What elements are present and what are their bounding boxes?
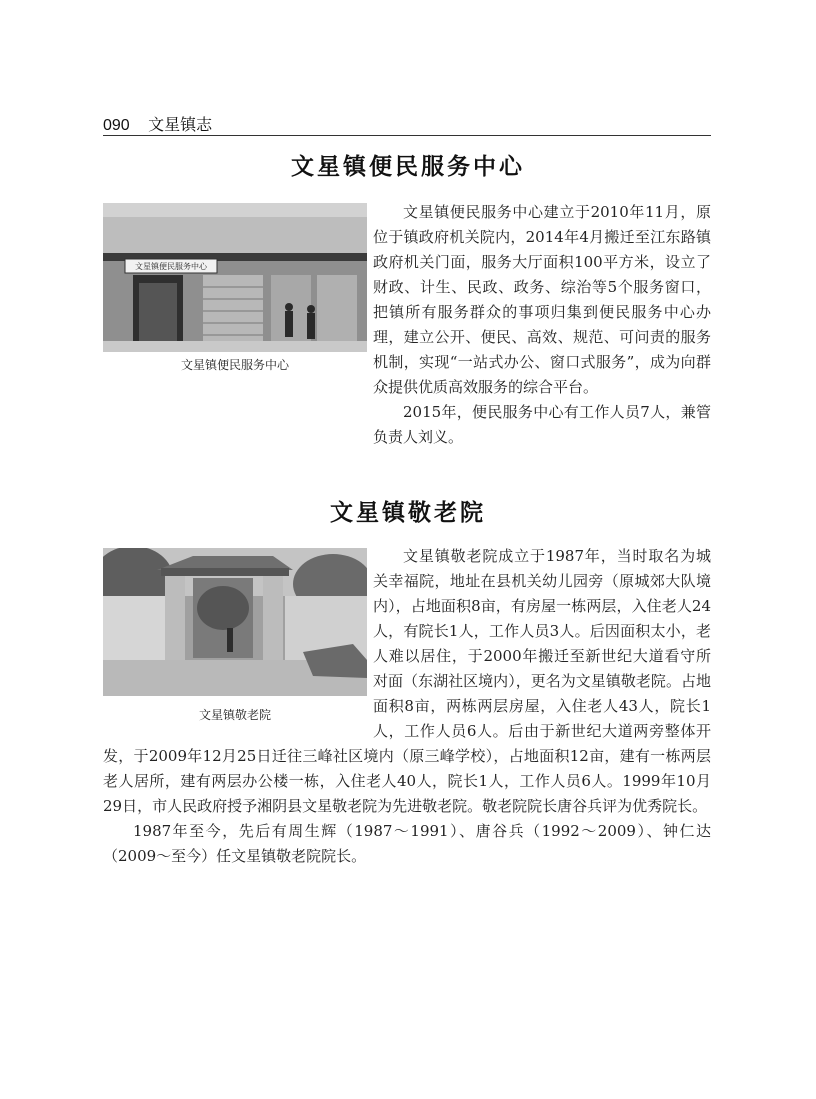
nursing-home-photo-caption: 文星镇敬老院	[198, 708, 271, 722]
section-title-nursing-home: 文星镇敬老院	[330, 500, 486, 526]
paragraph: 1987年至今，先后有周生辉（1987～1991）、唐谷兵（1992～2009）、钟仁达（2009～至今）任文星镇敬老院院长。	[103, 822, 711, 865]
page-number: 090	[103, 117, 130, 134]
running-header	[103, 116, 711, 136]
service-center-text	[103, 200, 711, 450]
service-center-photo-caption: 文星镇便民服务中心	[180, 358, 289, 372]
photo-wrap-spacer	[103, 544, 373, 744]
photo-wrap-spacer	[103, 200, 373, 450]
paragraph: 文星镇敬老院成立于1987年，当时取名为城关幸福院，地址在县机关幼儿园旁（原城郊大队境内），占地面积8亩，有房屋一栋两层，入住老人24人，有院长1人，工作人员3人。后因面积太小，老人难以居住，于2000年搬迁至新世纪大道看守所对面（东湖社区境内），更名为文星镇敬老院。占地面积8亩，两栋两层房屋，入住老人43人，院长1人，工作人员6人。后由于新世纪大道两旁整体开发，于2009年12月25日迁往三峰社区境内（原三峰学校），占地面积12亩，建有一栋两层老人居所，建有两层办公楼一栋，入住老人40人，院长1人，工作人员6人。1999年10月29日，市人民政府授予湘阴县文星敬老院为先进敬老院。敬老院院长唐谷兵评为优秀院长。	[103, 547, 711, 815]
header-rule	[103, 135, 711, 136]
sign-text: 文星镇便民服务中心	[135, 262, 207, 271]
section-title-service-center: 文星镇便民服务中心	[291, 154, 525, 180]
book-title: 文星镇志	[148, 117, 213, 134]
paragraph: 2015年，便民服务中心有工作人员7人，兼管负责人刘义。	[373, 403, 711, 446]
nursing-home-text	[103, 544, 711, 869]
paragraph: 文星镇便民服务中心建立于2010年11月，原位于镇政府机关院内，2014年4月搬迁至江东路镇政府机关门面，服务大厅面积100平方米，设立了财政、计生、民政、政务、综治等5个服务窗口，把镇所有服务群众的事项归集到便民服务中心办理，建立公开、便民、高效、规范、可问责的服务机制，实现“一站式办公、窗口式服务”，成为向群众提供优质高效服务的综合平台。	[373, 203, 711, 396]
